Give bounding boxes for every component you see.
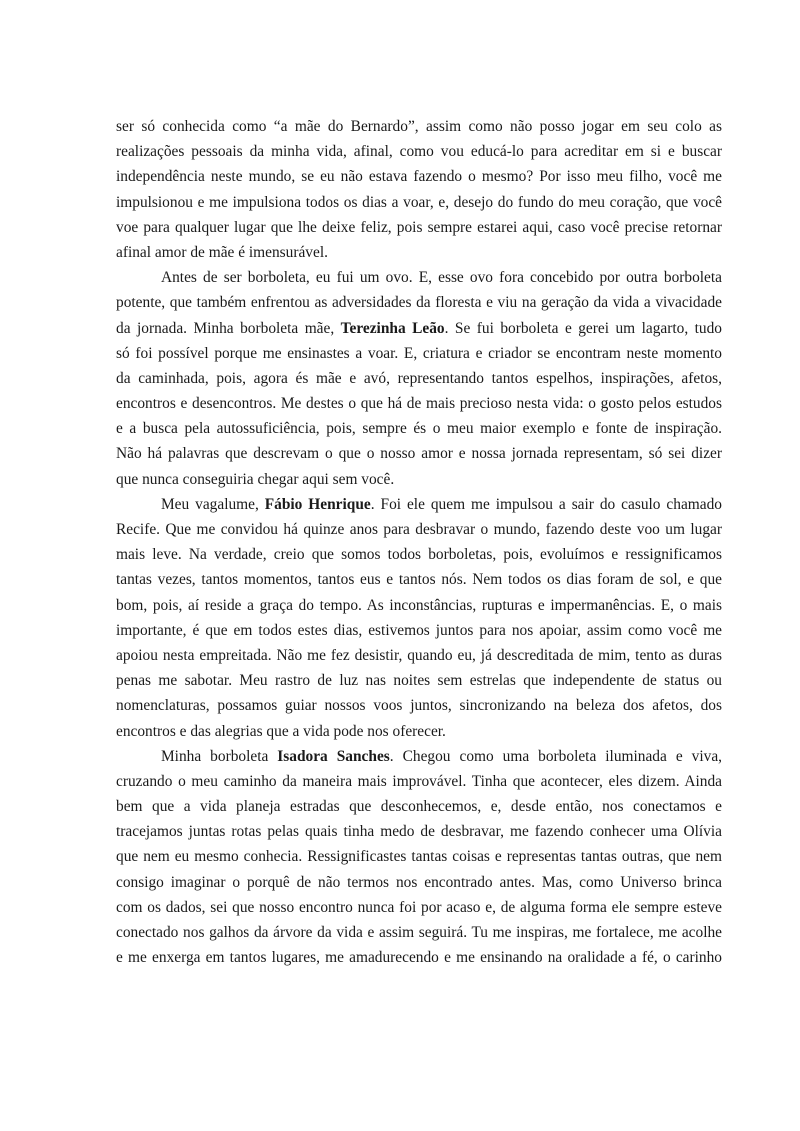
text-segment: potente, que também enfrentou as adversidades da floresta e viu na geração da vida a vivacidade [116, 294, 722, 312]
text-line [116, 316, 722, 341]
text-line [116, 895, 722, 920]
text-line [116, 290, 722, 315]
text-line [116, 139, 722, 164]
text-line [116, 265, 722, 290]
text-segment: cruzando o meu caminho da maneira mais improvável. Tinha que acontecer, eles dizem. Ainda [116, 772, 722, 790]
text-segment: da caminhada, pois, agora és mãe e avó, representando tantos espelhos, inspirações, afetos, [116, 369, 722, 387]
text-line [116, 391, 722, 416]
text-segment: que nunca conseguiria chegar aqui sem você. [116, 470, 395, 488]
text-line [116, 844, 722, 869]
text-line [116, 341, 722, 366]
text-segment: apoiou nesta empreitada. Não me fez desistir, quando eu, já descreditada de mim, tento as duras [116, 646, 722, 664]
text-segment: independência neste mundo, se eu não estava fazendo o mesmo? Por isso meu filho, você me [116, 168, 722, 186]
text-segment: e me enxerga em tantos lugares, me amadurecendo e me ensinando na oralidade a fé, o carinho [116, 949, 722, 967]
text-line [116, 567, 722, 592]
body-text [116, 114, 722, 970]
bold-name: Terezinha Leão [340, 319, 445, 337]
bold-name: Fábio Henrique [264, 495, 371, 513]
text-segment: tracejamos juntas rotas pelas quais tinha medo de desbravar, me fazendo conhecer uma Olívia [116, 823, 722, 841]
text-line [116, 190, 722, 215]
text-segment: Antes de ser borboleta, eu fui um ovo. E, esse ovo fora concebido por outra borboleta [161, 269, 722, 287]
paragraph-p1 [116, 114, 722, 265]
text-line [116, 441, 722, 466]
text-segment: encontros e das alegrias que a vida pode nos oferecer. [116, 722, 446, 740]
text-line [116, 819, 722, 844]
text-line [116, 492, 722, 517]
paragraph-p4 [116, 744, 722, 971]
text-line [116, 870, 722, 895]
text-line [116, 215, 722, 240]
text-segment: consigo imaginar o porquê de não termos nos encontrado antes. Mas, como Universo brinca [116, 873, 722, 891]
text-segment: bem que a vida planeja estradas que desconhecemos, e, desde então, nos conectamos e [116, 798, 722, 816]
text-segment: nomenclaturas, possamos guiar nossos voos juntos, sincronizando na beleza dos afetos, dos [116, 697, 722, 715]
text-line [116, 542, 722, 567]
paragraph-p2 [116, 265, 722, 492]
text-line [116, 114, 722, 139]
text-line [116, 693, 722, 718]
text-line [116, 416, 722, 441]
text-line [116, 593, 722, 618]
text-segment: bom, pois, aí reside a graça do tempo. As inconstâncias, rupturas e impermanências. E, o mais [116, 596, 722, 614]
text-line [116, 517, 722, 542]
text-segment: tantas vezes, tantos momentos, tantos eus e tantos nós. Nem todos os dias foram de sol, e que [116, 571, 722, 589]
text-segment: que nem eu mesmo conhecia. Ressignificastes tantas coisas e representas tantas outras, que nem [116, 848, 722, 866]
text-segment: ser só conhecida como “a mãe do Bernardo”, assim como não posso jogar em seu colo as [116, 118, 722, 135]
text-line [116, 467, 722, 492]
text-segment: penas me sabotar. Meu rastro de luz nas noites sem estrelas que independente de status ou [116, 672, 722, 690]
text-line [116, 618, 722, 643]
text-segment: . Chegou como uma borboleta iluminada e viva, [389, 747, 722, 765]
text-segment: . Se fui borboleta e gerei um lagarto, tudo [444, 319, 723, 337]
text-segment: mais leve. Na verdade, creio que somos todos borboletas, pois, evoluímos e ressignificamos [116, 546, 722, 564]
text-segment: afinal amor de mãe é imensurável. [116, 243, 328, 261]
text-line [116, 794, 722, 819]
paragraph-p3 [116, 492, 722, 744]
text-line [116, 744, 722, 769]
text-segment: encontros e desencontros. Me destes o que há de mais precioso nesta vida: o gosto pelos estudos [116, 395, 722, 413]
text-segment: da jornada. Minha borboleta mãe, [116, 319, 341, 337]
text-segment: impulsionou e me impulsiona todos os dias a voar, e, desejo do fundo do meu coração, que você [116, 193, 722, 211]
text-segment: Recife. Que me convidou há quinze anos para desbravar o mundo, fazendo deste voo um lugar [116, 521, 722, 538]
text-segment: Meu vagalume, [161, 495, 265, 513]
text-line [116, 719, 722, 744]
text-line [116, 164, 722, 189]
text-segment: com os dados, sei que nosso encontro nunca foi por acaso e, de alguma forma ele sempre esteve [116, 898, 722, 916]
text-segment: só foi possível porque me ensinastes a voar. E, criatura e criador se encontram neste momento [116, 344, 722, 362]
text-segment: . Foi ele quem me impulsou a sair do casulo chamado [370, 495, 722, 513]
text-line [116, 240, 722, 265]
text-line [116, 366, 722, 391]
text-line [116, 668, 722, 693]
text-segment: importante, é que em todos estes dias, estivemos juntos para nos apoiar, assim como você me [116, 621, 722, 639]
text-segment: voe para qualquer lugar que lhe deixe feliz, pois sempre estarei aqui, caso você precise retornar [116, 218, 722, 236]
text-segment: Não há palavras que descrevam o que o nosso amor e nossa jornada representam, só sei dizer [116, 445, 722, 463]
text-segment: conectado nos galhos da árvore da vida e assim seguirá. Tu me inspiras, me fortalece, me acolhe [116, 924, 722, 941]
text-line [116, 643, 722, 668]
text-segment: e a busca pela autossuficiência, pois, sempre és o meu maior exemplo e fonte de inspiração. [116, 420, 722, 438]
text-line [116, 945, 722, 970]
text-segment: realizações pessoais da minha vida, afinal, como vou educá-lo para acreditar em si e buscar [116, 143, 722, 161]
text-line [116, 769, 722, 794]
text-line [116, 920, 722, 945]
text-segment: Minha borboleta [161, 747, 278, 765]
bold-name: Isadora Sanches [277, 747, 390, 765]
